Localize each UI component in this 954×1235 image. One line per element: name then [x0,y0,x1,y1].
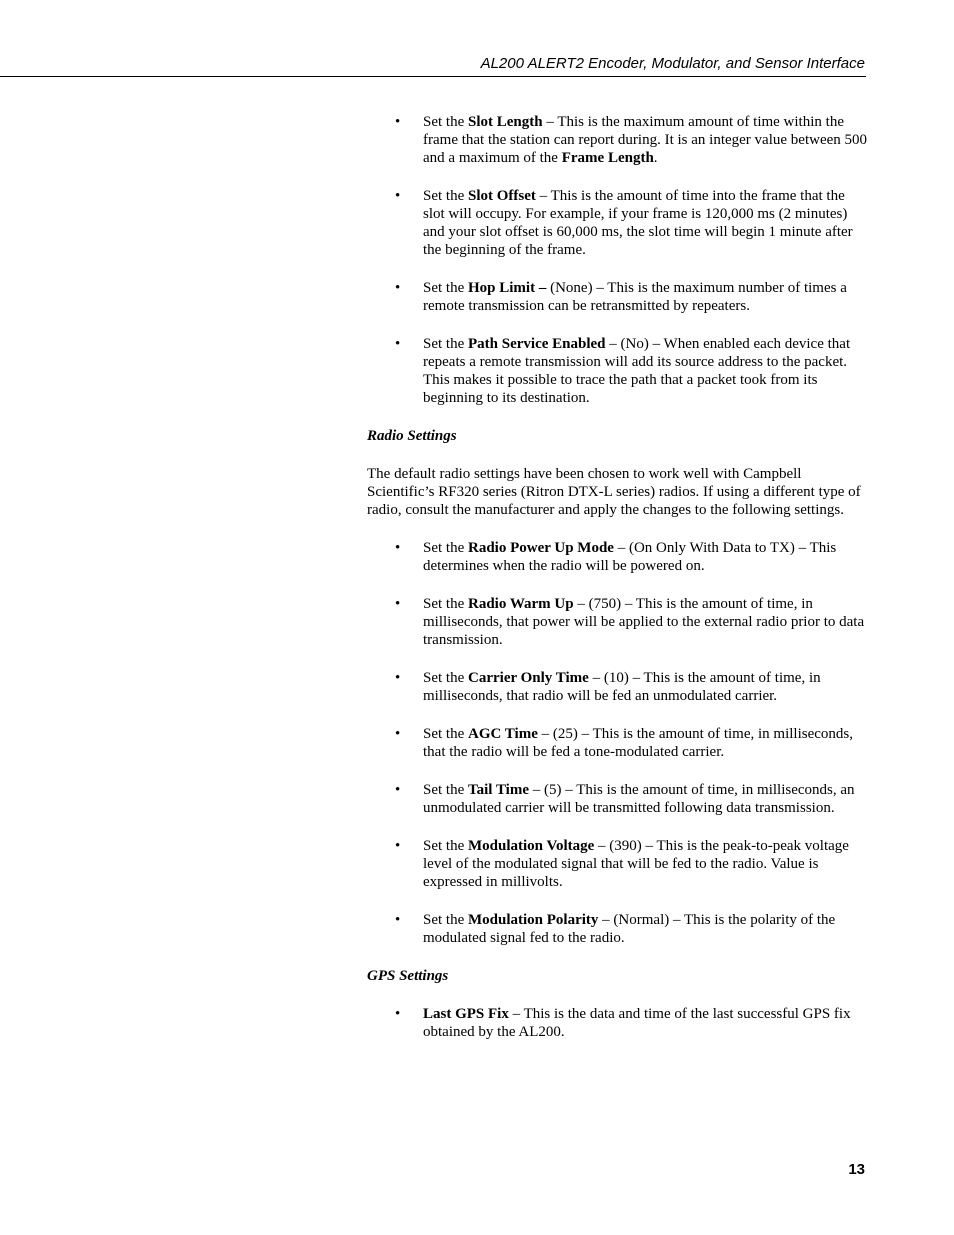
bullet-icon: • [395,596,401,612]
bullet-icon: • [395,114,401,130]
term-modulation-voltage: Modulation Voltage [468,838,595,854]
list-item: • Set the Carrier Only Time – (10) – This is the amount of time, in milliseconds, that radio will be fed an unmodulated carrier. [395,670,821,704]
list-item: • Set the Path Service Enabled – (No) – When enabled each device that repeats a remote transmission will add its source address to the packet. This makes it possible to trace the path that a packet took from its beginning to its destination. [395,336,851,406]
radio-settings-intro: The default radio settings have been chosen to work well with Campbell Scientific’s RF320 series (Ritron DTX-L series) radios. If using a different type of radio, consult the manufacturer and apply the changes to the following settings. [367,466,861,518]
slot-settings-list [367,113,867,407]
term-carrier-only-time: Carrier Only Time [468,670,589,686]
term-slot-offset: Slot Offset [468,188,536,204]
term-frame-length: Frame Length [561,150,654,166]
list-item: • Set the Radio Warm Up – (750) – This is the amount of time, in milliseconds, that power will be applied to the external radio prior to data transmission. [395,596,865,648]
bullet-icon: • [395,726,401,742]
bullet-icon: • [395,540,401,556]
list-item: • Set the Tail Time – (5) – This is the amount of time, in milliseconds, an unmodulated carrier will be transmitted following data transmission. [395,782,855,816]
bullet-icon: • [395,280,401,296]
list-item: • Set the AGC Time – (25) – This is the amount of time, in milliseconds, that the radio will be fed a tone-modulated carrier. [395,726,853,760]
running-header-title: AL200 ALERT2 Encoder, Modulator, and Sensor Interface [480,55,865,72]
gps-settings-list [367,1005,867,1041]
bullet-icon: • [395,188,401,204]
term-tail-time: Tail Time [468,782,529,798]
bullet-icon: • [395,1006,401,1022]
list-item: • Set the Slot Length – This is the maximum amount of time within the frame that the station can report during. It is an integer value between 500 and a maximum of the Frame Length. [395,114,868,166]
bullet-icon: • [395,336,401,352]
header-divider [0,76,866,77]
term-last-gps-fix: Last GPS Fix [423,1006,509,1022]
term-radio-warm-up: Radio Warm Up [468,596,574,612]
term-agc-time: AGC Time [468,726,538,742]
page-number: 13 [848,1161,865,1178]
term-radio-power-up-mode: Radio Power Up Mode [468,540,614,556]
bullet-icon: • [395,670,401,686]
bullet-icon: • [395,838,401,854]
list-item: • Set the Modulation Voltage – (390) – This is the peak-to-peak voltage level of the modulated signal that will be fed to the radio. Value is expressed in millivolts. [395,838,849,890]
list-item: • Last GPS Fix – This is the data and time of the last successful GPS fix obtained by the AL200. [395,1006,851,1040]
term-modulation-polarity: Modulation Polarity [468,912,599,928]
bullet-icon: • [395,912,401,928]
bullet-icon: • [395,782,401,798]
list-item: • Set the Modulation Polarity – (Normal) – This is the polarity of the modulated signal fed to the radio. [395,912,836,946]
term-path-service-enabled: Path Service Enabled [468,336,606,352]
radio-settings-list [367,539,867,947]
term-slot-length: Slot Length [468,114,543,130]
list-item: • Set the Radio Power Up Mode – (On Only With Data to TX) – This determines when the radio will be powered on. [395,540,837,574]
radio-settings-heading: Radio Settings [367,428,457,444]
gps-settings-heading: GPS Settings [367,968,449,984]
list-item: • Set the Slot Offset – This is the amount of time into the frame that the slot will occupy. For example, if your frame is 120,000 ms (2 minutes) and your slot offset is 60,000 ms, the slot time will begin 1 minute after the beginning of the frame. [395,188,853,258]
list-item: • Set the Hop Limit – (None) – This is the maximum number of times a remote transmission can be retransmitted by repeaters. [395,280,847,314]
term-hop-limit: Hop Limit – [468,280,547,296]
page-content [367,113,867,1061]
